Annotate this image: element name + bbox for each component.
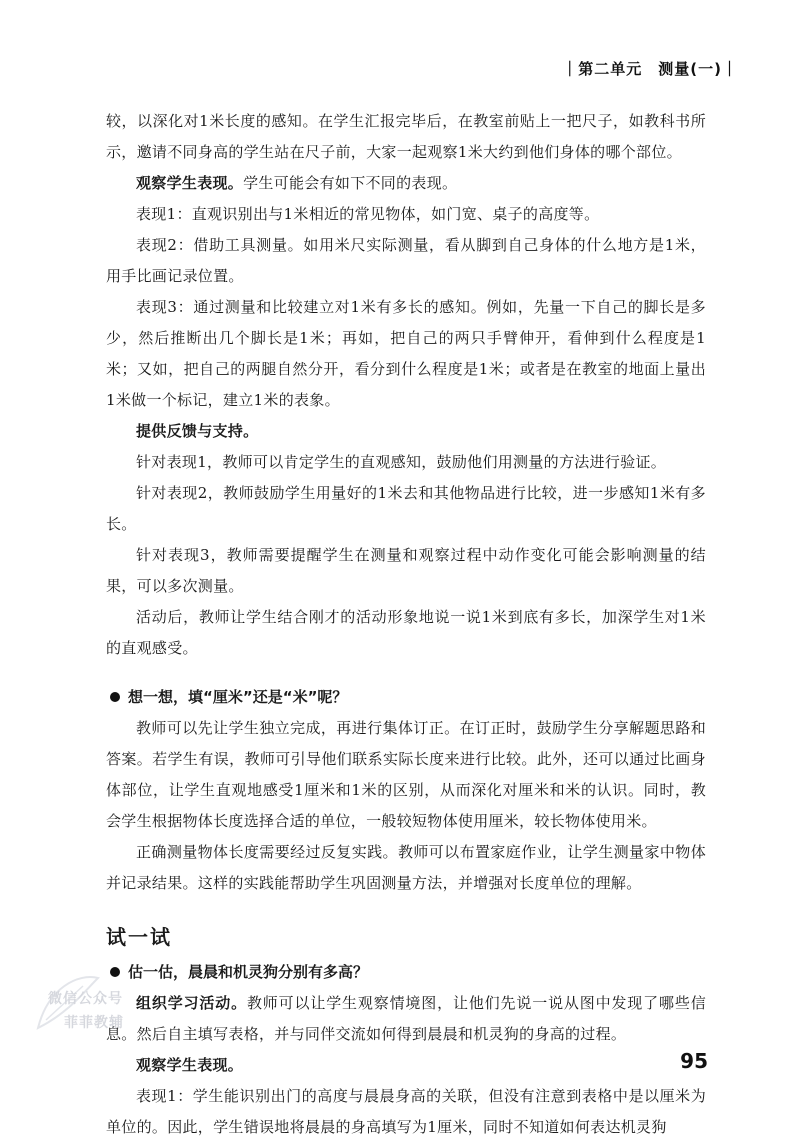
performance-2: 表现2：借助工具测量。如用米尺实际测量，看从脚到自己身体的什么地方是1米，用手比画记录位置。: [106, 236, 706, 285]
watermark-leaf-icon: [28, 968, 178, 1048]
watermark-line-1: 微信公众号: [48, 991, 123, 1007]
think-paragraph-1: 教师可以先让学生独立完成，再进行集体订正。在订正时，鼓励学生分享解题思路和答案。若学生有误，教师可引导他们联系实际长度来进行比较。此外，还可以通过比画身体部位，让学生直观地感受1厘米和1米的区别，从而深化对厘米和米的认识。同时，教会学生根据物体长度选择合适的单位，一般较短物体使用厘米，较长物体使用米。: [106, 719, 706, 830]
running-header: ｜第二单元 测量(一)｜: [562, 60, 738, 78]
paragraph-continued: 较，以深化对1米长度的感知。在学生汇报完毕后，在教室前贴上一把尺子，如教科书所示，邀请不同身高的学生站在尺子前，大家一起观察1米大约到他们身体的哪个部位。: [106, 112, 706, 161]
feedback-3: 针对表现3，教师需要提醒学生在测量和观察过程中动作变化可能会影响测量的结果，可以多次测量。: [106, 546, 706, 595]
think-paragraph-2: 正确测量物体长度需要经过反复实践。教师可以布置家庭作业，让学生测量家中物体并记录结果。这样的实践能帮助学生巩固测量方法，并增强对长度单位的理解。: [106, 843, 706, 892]
page-body: [106, 106, 706, 1143]
performance-3: 表现3：通过测量和比较建立对1米有多长的感知。例如，先量一下自己的脚长是多少，然后推断出几个脚长是1米；再如，把自己的两只手臂伸开，看伸到什么程度是1米；又如，把自己的两腿自然分开，看分到什么程度是1米；或者是在教室的地面上量出1米做一个标记，建立1米的表象。: [106, 298, 706, 409]
observe2-label: 观察学生表现。: [136, 1056, 244, 1074]
performance-last: 表现1：学生能识别出门的高度与晨晨身高的关联，但没有注意到表格中是以厘米为单位的。因此，学生错误地将晨晨的身高填写为1厘米，同时不知道如何表达机灵狗: [106, 1087, 706, 1136]
watermark: [28, 968, 178, 1048]
estimate-heading: [106, 957, 706, 988]
watermark-line-2: 菲菲教辅: [64, 1015, 124, 1031]
think-heading: [106, 682, 706, 713]
bullet-dot-icon: [110, 692, 120, 702]
performance-1: 表现1：直观识别出与1米相近的常见物体，如门宽、桌子的高度等。: [136, 205, 600, 223]
feedback-2: 针对表现2，教师鼓励学生用量好的1米去和其他物品进行比较，进一步感知1米有多长。: [106, 484, 706, 533]
observe-text: 学生可能会有如下不同的表现。: [243, 174, 458, 192]
observe-paragraph: [106, 168, 706, 199]
organize-paragraph: [106, 988, 706, 1050]
after-activity: 活动后，教师让学生结合刚才的活动形象地说一说1米到底有多长，加深学生对1米的直观感受。: [106, 608, 706, 657]
observe-label: 观察学生表现。: [136, 174, 244, 192]
organize-label: 组织学习活动。: [136, 994, 247, 1012]
organize-text: 教师可以让学生观察情境图，让他们先说一说从图中发现了哪些信息。然后自主填写表格，并与同伴交流如何得到晨晨和机灵狗的身高的过程。: [106, 994, 707, 1043]
think-title: 想一想，填“厘米”还是“米”呢？: [128, 688, 348, 706]
section-title: 试一试: [106, 925, 172, 949]
feedback-label: 提供反馈与支持。: [136, 422, 259, 440]
feedback-1: 针对表现1，教师可以肯定学生的直观感知，鼓励他们用测量的方法进行验证。: [136, 453, 667, 471]
page-number: 95: [680, 1049, 708, 1073]
estimate-title: 估一估，晨晨和机灵狗分别有多高？: [128, 963, 369, 981]
